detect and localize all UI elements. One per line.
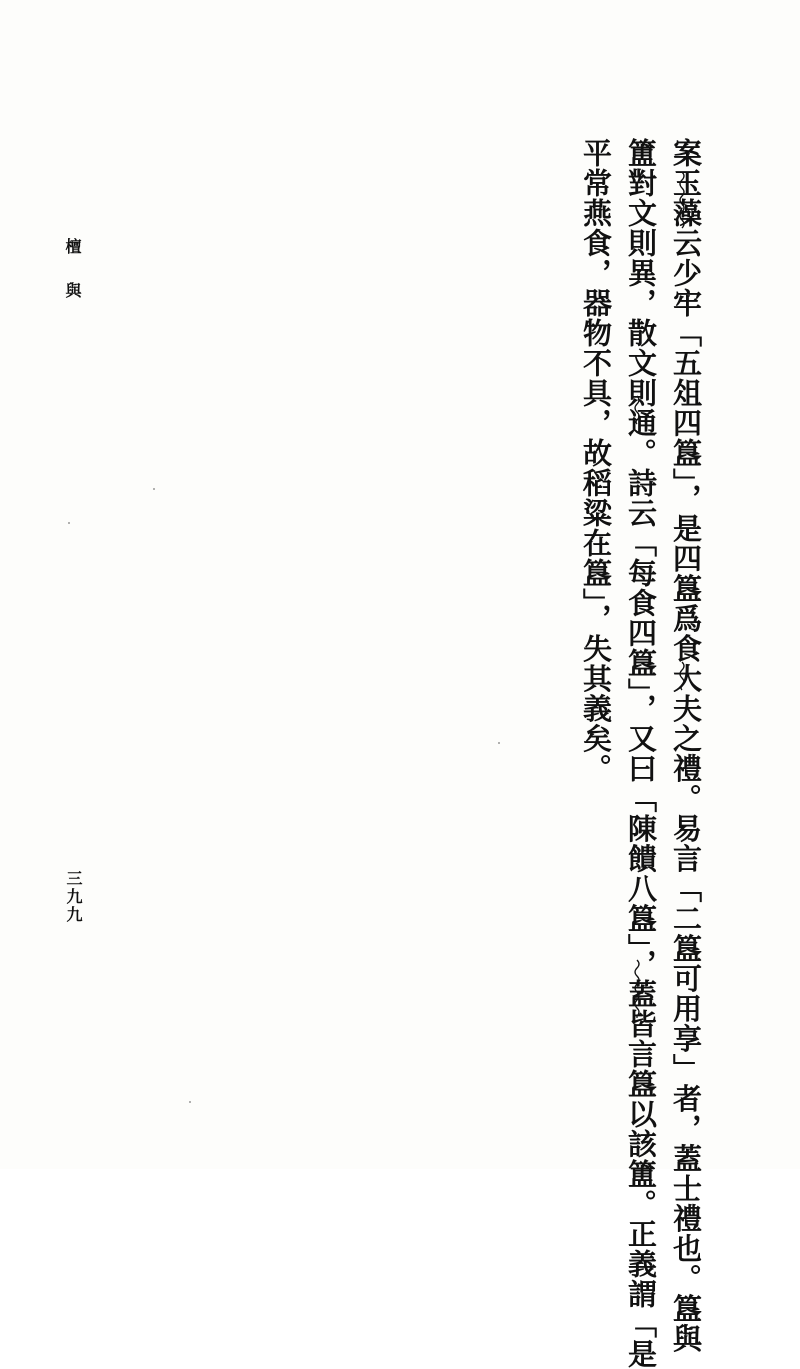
scan-speck <box>498 742 500 744</box>
scan-speck <box>68 522 70 524</box>
text-column-2: 簠對文則異，散文則通。詩云「每食四簋」，又曰「陳饋八簋」，蓋皆言簋以該簠。正義謂「是 <box>624 138 658 1369</box>
book-title-mark-yi <box>678 662 686 690</box>
margin-title: 檀與 <box>63 238 82 326</box>
book-title-mark-shi <box>633 396 641 424</box>
text-column-3: 平常燕食，器物不具，故稻粱在簋」，失其義矣。 <box>579 138 613 784</box>
scan-speck <box>153 488 155 490</box>
book-title-mark-zhengyi <box>633 960 641 1018</box>
scan-speck <box>189 1101 191 1103</box>
body-text <box>573 138 708 1369</box>
text-column-1: 案玉藻云少牢「五俎四簋」，是四簋爲食大夫之禮。易言「二簋可用享」者，蓋士禮也。簋與 <box>669 138 703 1354</box>
book-title-mark-yuzao <box>678 172 686 228</box>
page-number: 三九九 <box>64 870 83 924</box>
